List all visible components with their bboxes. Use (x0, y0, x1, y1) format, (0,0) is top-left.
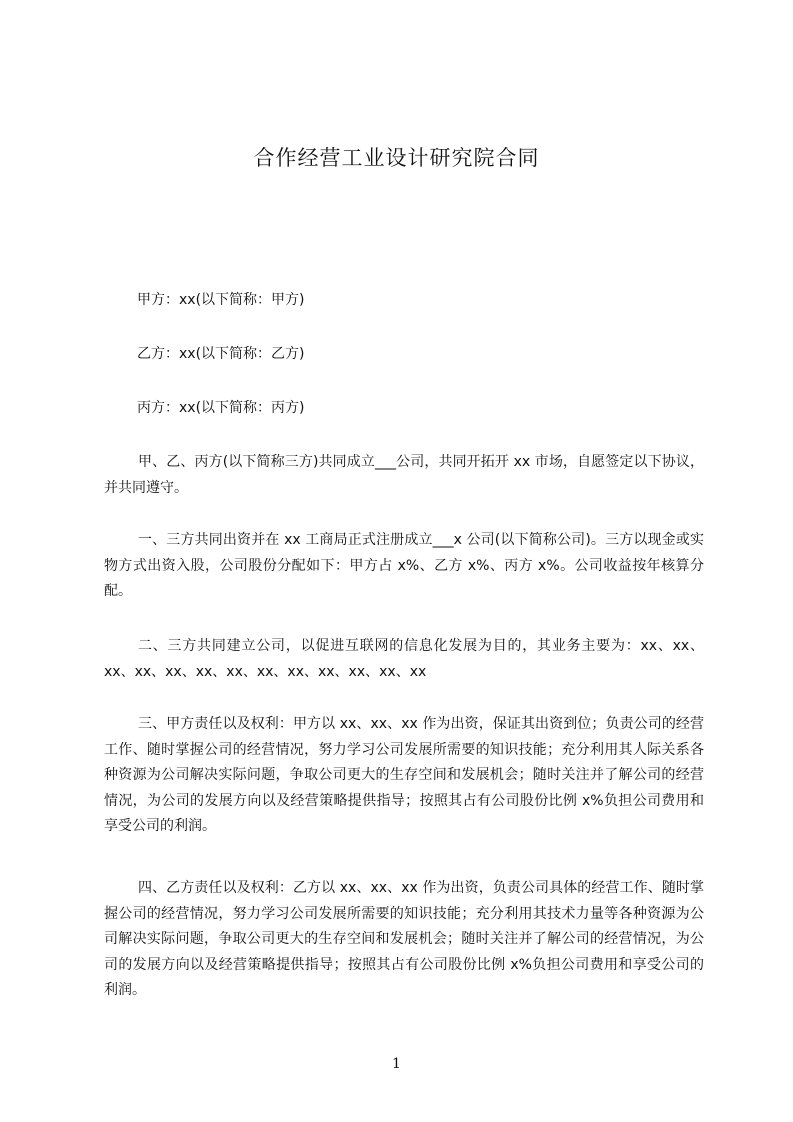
clause-1-paragraph: 一、三方共同出资并在 xx 工商局正式注册成立___x 公司(以下简称公司)。三方以现金或实物方式出资入股，公司股份分配如下：甲方占 x%、乙方 x%、丙方 x%。公司收益按年核算分配。 (104, 532, 704, 599)
party-b-line: 乙方：xx(以下简称：乙方) (137, 346, 305, 362)
clause-3-paragraph: 三、甲方责任以及权利：甲方以 xx、xx、xx 作为出资，保证其出资到位；负责公司的经营工作、随时掌握公司的经营情况，努力学习公司发展所需要的知识技能；充分利用其人际关系各种资源为公司解决实际问题，争取公司更大的生存空间和发展机会；随时关注并了解公司的经营情况，为公司的发展方向以及经营策略提供指导；按照其占有公司股份比例 x%负担公司费用和享受公司的利润。 (104, 716, 704, 834)
party-a-line: 甲方：xx(以下简称：甲方) (137, 292, 305, 308)
page-number: 1 (392, 1056, 401, 1072)
party-c-line: 丙方：xx(以下简称：丙方) (137, 400, 305, 416)
intro-paragraph: 甲、乙、丙方(以下简称三方)共同成立___公司，共同开拓开 xx 市场，自愿签定以下协议，并共同遵守。 (104, 454, 704, 496)
clause-2-paragraph: 二、三方共同建立公司，以促进互联网的信息化发展为目的，其业务主要为：xx、xx、xx、xx、xx、xx、xx、xx、xx、xx、xx、xx、xx (104, 638, 704, 680)
clause-4-paragraph: 四、乙方责任以及权利：乙方以 xx、xx、xx 作为出资，负责公司具体的经营工作、随时掌握公司的经营情况，努力学习公司发展所需要的知识技能；充分利用其技术力量等各种资源为公司解决实际问题，争取公司更大的生存空间和发展机会；随时关注并了解公司的经营情况，为公司的发展方向以及经营策略提供指导；按照其占有公司股份比例 x%负担公司费用和享受公司的利润。 (104, 880, 704, 998)
document-title: 合作经营工业设计研究院合同 (253, 146, 540, 170)
